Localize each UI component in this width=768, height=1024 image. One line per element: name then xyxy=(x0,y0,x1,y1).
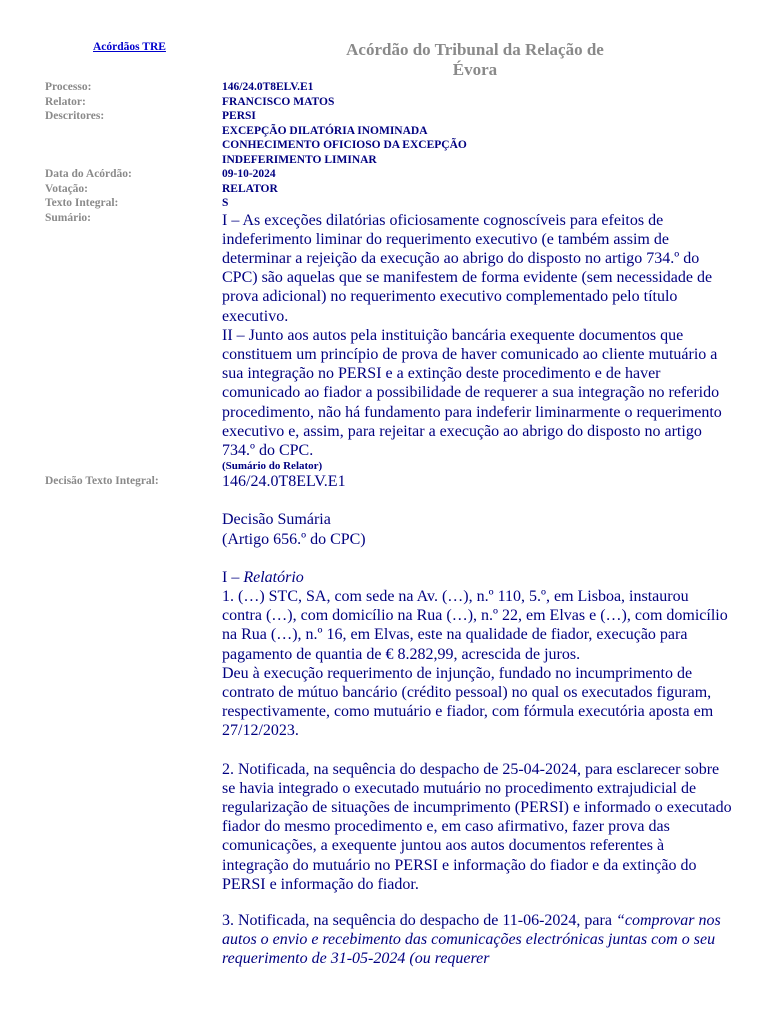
descritor-item: CONHECIMENTO OFICIOSO DA EXCEPÇÃO xyxy=(222,139,467,151)
decisao-paragraph-1: 1. (…) STC, SA, com sede na Av. (…), n.º 110, 5.º, em Lisboa, instaurou contra (…), com domicílio na Rua (…), n.º 22, em Elvas e (…), com domicílio na Rua (…), n.º 16, em Elvas, este na qualidade de fiador, execução para pagamento de quantia de € 8.282,99, acrescida de juros. xyxy=(222,587,728,663)
row-data xyxy=(0,167,768,182)
texto-integral-value: S xyxy=(222,197,229,209)
decisao-paragraph-2: Deu à execução requerimento de injunção, fundado no incumprimento de contrato de mútuo bancário (crédito pessoal) no qual os executados figuram, respectivamente, como mutuário e fiador, com fórmula executória aposta em 27/12/2023. xyxy=(222,664,714,740)
descritores-label: Descritores: xyxy=(45,110,105,122)
processo-value: 146/24.0T8ELV.E1 xyxy=(222,81,314,93)
sumario-text xyxy=(222,211,732,473)
processo-label: Processo: xyxy=(45,81,92,93)
decisao-paragraph-4 xyxy=(222,911,732,969)
data-acordao-value: 09-10-2024 xyxy=(222,168,276,180)
row-texto-integral xyxy=(0,196,768,211)
relator-label: Relator: xyxy=(45,95,86,108)
sumario-paragraph-1: I – As exceções dilatórias oficiosamente cognoscíveis para efeitos de indeferimento liminar do requerimento executivo (e também assim de determinar a rejeição da execução ao abrigo do disposto no artigo 734.º do CPC) são aquelas que se manifestem de forma evidente (sem necessidade de prova adicional) no requerimento executivo complementado pelo título executivo. xyxy=(222,211,713,325)
sumario-label: Sumário: xyxy=(45,211,91,224)
row-sumario xyxy=(0,211,768,473)
sumario-note: (Sumário do Relator) xyxy=(222,460,323,473)
row-descritores xyxy=(0,109,768,167)
descritor-item: PERSI xyxy=(222,110,256,122)
decisao-numero: 146/24.0T8ELV.E1 xyxy=(222,473,346,491)
sumario-paragraph-2: II – Junto aos autos pela instituição bancária exequente documentos que constituem um princípio de prova de haver comunicado ao cliente mutuário a sua integração no PERSI e a extinção deste procedimento e de haver comunicado ao fiador a possibilidade de requerer a sua integração no referido procedimento, não há fundamento para indeferir liminarmente o requerimento executivo e, assim, para rejeitar a execução ao abrigo do disposto no artigo 734.º do CPC. xyxy=(222,326,722,459)
descritor-item: EXCEPÇÃO DILATÓRIA INOMINADA xyxy=(222,124,428,137)
decisao-tipo: Decisão Sumária xyxy=(222,511,331,529)
decisao-paragraph-3: 2. Notificada, na sequência do despacho de 25-04-2024, para esclarecer sobre se havia integrado o executado mutuário no procedimento extrajudicial de regularização de situações de incumprimento (PERSI) e informado o executado fiador do mesmo procedimento e, em caso afirmativo, fazer prova das comunicações, a exequente juntou aos autos documentos referentes à integração do mutuário no PERSI e informação do fiador e da extinção do PERSI e informação do fiador. xyxy=(222,760,732,893)
votacao-value: RELATOR xyxy=(222,182,278,195)
metadata-table xyxy=(0,80,768,969)
page-title-line2: Évora xyxy=(452,60,498,79)
section-title: Relatório xyxy=(243,568,304,586)
paragraph-4-quote: “comprovar nos autos o envio e recebimento das comunicações electrónicas juntas com o seu requerimento de 31-05-2024 (ou requerer xyxy=(222,912,721,968)
row-votacao xyxy=(0,182,768,197)
data-acordao-label: Data do Acórdão: xyxy=(45,168,132,180)
texto-integral-label: Texto Integral: xyxy=(45,197,119,209)
votacao-label: Votação: xyxy=(45,182,89,195)
decisao-text xyxy=(222,472,732,968)
section-prefix: I – xyxy=(222,568,244,586)
descritor-item: INDEFERIMENTO LIMINAR xyxy=(222,153,377,166)
row-decisao xyxy=(0,472,768,968)
section-relatorio-heading xyxy=(222,568,732,587)
relator-value: FRANCISCO MATOS xyxy=(222,95,335,108)
page-title xyxy=(310,40,640,80)
acordaos-tre-link[interactable]: Acórdãos TRE xyxy=(93,41,166,53)
decisao-artigo: (Artigo 656.º do CPC) xyxy=(222,530,366,548)
page-title-line1: Acórdão do Tribunal da Relação de xyxy=(346,40,604,59)
decisao-label: Decisão Texto Integral: xyxy=(45,475,159,488)
paragraph-4-start: 3. Notificada, na sequência do despacho de 11-06-2024, para xyxy=(222,912,612,929)
row-relator xyxy=(0,95,768,110)
row-processo xyxy=(0,80,768,95)
